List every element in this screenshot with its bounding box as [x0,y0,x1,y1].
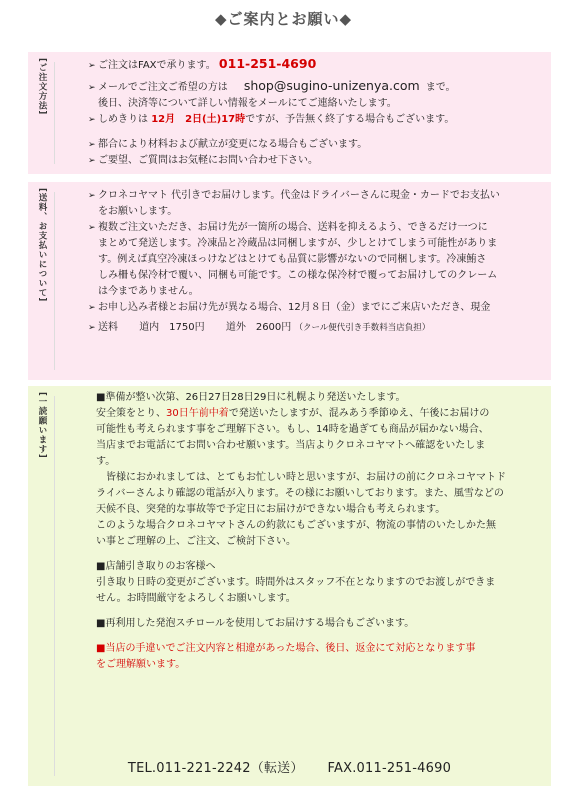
notice-line: 引き取り日時の変更がございます。時間外はスタッフ不在となりますのでお渡しができま [96,577,496,588]
arrow-bullet-icon: ➢ [88,61,96,71]
arrow-bullet-icon: ➢ [88,223,96,233]
shipping-fee-line: ➢ 送料 道内 1750円 道外 2600円 （クール便代引き手数料当店負担） [88,320,543,336]
arrow-bullet-icon: ➢ [88,83,96,93]
shipping-line: は今までありません。 [98,286,199,297]
refund-notice: ■当店の手違いでご注文内容と相違があった場合、後日、返金にて対応となります事 [96,643,476,654]
contact-footer [28,757,551,776]
notice-line: ライバーさんより確認の電話が入ります。その様にお願いしております。また、風雪などの [96,488,504,499]
fee-outside: 道外 2600円 [225,322,292,333]
notice-line: い事とご理解の上、ご注文、ご検討下さい。 [96,536,296,547]
notice-line: す。 [96,456,116,467]
notice-line: ■店舗引き取りのお客様へ [96,561,216,572]
order-section-label: [ご注文方法] [37,58,47,116]
email-link[interactable]: shop@sugino-unizenya.com [243,78,420,93]
menu-change-line: ➢ 都合により材料および献立が変更になる場合もございます。 [88,137,543,153]
arrow-bullet-icon: ➢ [88,323,96,333]
fax-footer-number: FAX.011-251-4690 [327,761,452,776]
shipping-line: まとめて発送します。冷凍品と冷蔵品は同梱しますが、少しとけてしまう可能性がありま [98,238,498,249]
notice-section-label: [一読願います] [37,392,47,459]
tel-number[interactable]: TEL.011-221-2242（転送） [127,761,304,776]
shipping-line: す。例えば真空冷凍ほっけなどはとけても品質に影響がないので同梱します。冷凍鮪さ [98,254,487,265]
notice-line: このような場合クロネコヤマトさんの約款にもございますが、物流の事情のいたしかた無 [96,520,496,531]
contact-line: ➢ ご要望、ご質問はお気軽にお問い合わせ下さい。 [88,153,543,169]
order-section [28,52,551,174]
fax-line: ➢ ご注文はFAXで承ります。 011-251-4690 [88,56,543,74]
arrow-bullet-icon: ➢ [88,115,96,125]
order-content [88,56,543,169]
notice-line: ■再利用した発泡スチロールを使用してお届けする場合もございます。 [96,618,415,629]
notice-line: 皆様におかれましては、とてもお忙しい時と思いますが、お届けの前にクロネコヤマトド [106,472,506,483]
notice-content [96,390,543,673]
notice-line: 天候不良、突発的な事故等で予定日にお届けができない場合も考えられます。 [96,504,446,515]
page-title: ◆ご案内とお願い◆ [214,10,353,28]
mail-line: ➢ メールでご注文ご希望の方は shop@sugino-unizenya.com まで。 [88,78,543,96]
shipping-line: ➢ クロネコヤマト 代引きでお届けします。代金はドライバーさんに現金・カードでお支払い [88,188,543,204]
notice-section [28,386,551,786]
notice-line: 可能性も考えられます事をご理解下さい。もし、14時を過ぎても商品が届かない場合、 [96,424,489,435]
shipping-content [88,188,543,336]
shipping-line: をお願いします。 [98,206,178,217]
fax-number: 011-251-4690 [218,56,317,71]
arrow-bullet-icon: ➢ [88,156,96,166]
notice-line: 当店までお電話にてお問い合わせ願います。当店よりクロネコヤマトへ確認をいたしま [96,440,486,451]
arrow-bullet-icon: ➢ [88,303,96,313]
shipping-section [28,182,551,380]
deadline-date: 12月 2日(土)17時 [151,114,246,125]
refund-notice: をご理解願います。 [96,659,186,670]
shipping-line: しみ柵も保冷材で覆い、同梱も可能です。この様な保冷材で覆ってお届けしてのクレーム [98,270,498,281]
notice-line: せん。お時間厳守をよろしくお願いします。 [96,593,296,604]
notice-line: 安全策をとり、30日午前中着で発送いたしますが、混みあう季節ゆえ、午後にお届けの [96,408,490,419]
fee-hokkaido: 道内 1750円 [139,322,205,333]
divider [54,62,55,164]
deadline-line: ➢ しめきりは 12月 2日(土)17時ですが、予告無く終了する場合もございます。 [88,112,543,128]
arrow-bullet-icon: ➢ [88,140,96,150]
arrow-bullet-icon: ➢ [88,191,96,201]
shipping-line: ➢ 複数ご注文いただき、お届け先が一箇所の場合、送料を抑えるよう、できるだけ一つに [88,220,543,236]
shipping-section-label: [送料、お支払いについて] [37,188,47,303]
notice-line: ■準備が整い次第、26日27日28日29日に札幌より発送いたします。 [96,392,406,403]
divider [54,396,55,776]
shipping-line: ➢ お申し込み者様とお届け先が異なる場合、12月８日（金）までにご来店いただき、現金 [88,300,543,316]
fee-note: （クール便代引き手数料当店負担） [294,323,431,333]
mail-detail: 後日、決済等について詳しい情報をメールにてご連絡いたします。 [98,98,397,109]
divider [54,192,55,370]
arrival-time: 30日午前中着 [166,408,229,419]
